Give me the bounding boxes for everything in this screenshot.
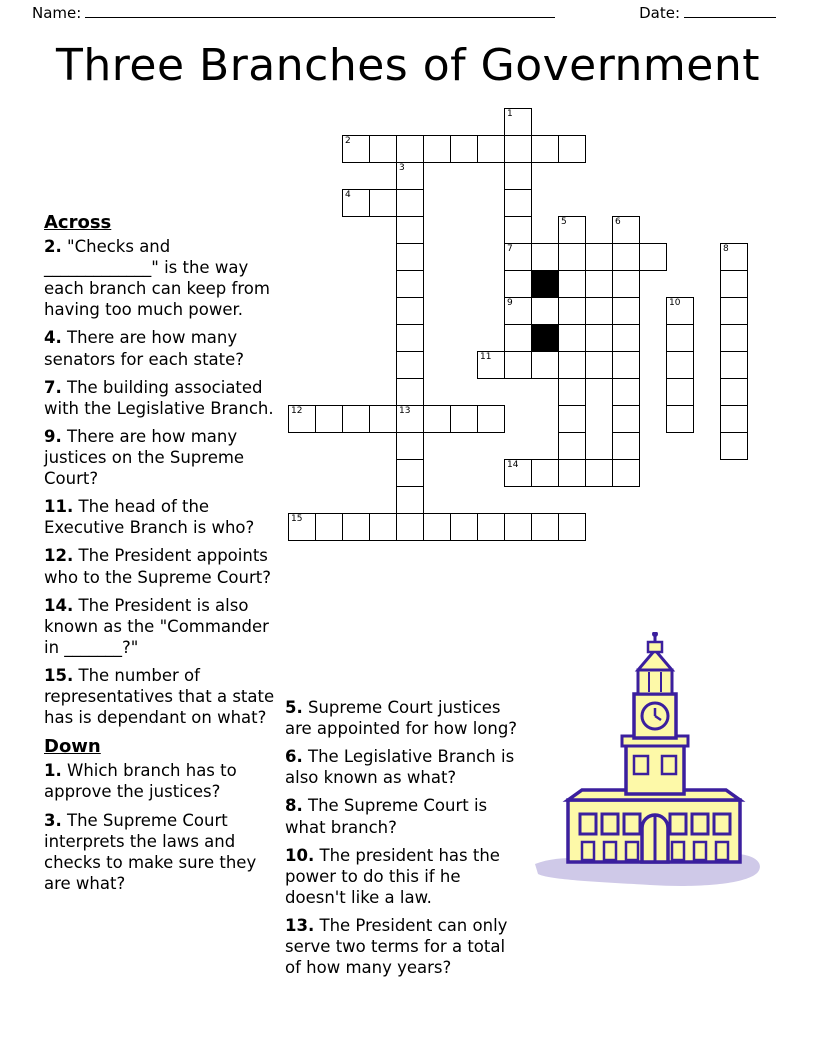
grid-cell-number: 3 bbox=[399, 163, 405, 173]
name-write-line[interactable] bbox=[85, 17, 555, 18]
grid-cell[interactable] bbox=[558, 216, 586, 244]
grid-cell[interactable] bbox=[504, 189, 532, 217]
clue-across-14 bbox=[44, 595, 280, 658]
grid-cell[interactable] bbox=[504, 297, 532, 325]
grid-cell-number: 14 bbox=[507, 460, 519, 470]
grid-cell[interactable] bbox=[342, 189, 370, 217]
grid-cell[interactable] bbox=[531, 513, 559, 541]
clue-text: The number of representatives that a state has is dependant on what? bbox=[44, 666, 275, 728]
grid-cell[interactable] bbox=[558, 297, 586, 325]
clue-number: 10. bbox=[285, 845, 315, 865]
grid-cell-blocked bbox=[531, 324, 559, 352]
grid-cell[interactable] bbox=[558, 513, 586, 541]
grid-cell[interactable] bbox=[585, 459, 613, 487]
clue-text: The President is also known as the "Commander in _______?" bbox=[44, 595, 269, 657]
grid-cell[interactable] bbox=[504, 459, 532, 487]
grid-cell[interactable] bbox=[396, 243, 424, 271]
grid-cell[interactable] bbox=[531, 243, 559, 271]
down-heading: Down bbox=[44, 736, 101, 758]
clue-down-1 bbox=[44, 760, 280, 802]
grid-cell-number: 5 bbox=[561, 217, 567, 227]
grid-cell[interactable] bbox=[288, 513, 316, 541]
grid-cell[interactable] bbox=[450, 513, 478, 541]
grid-cell[interactable] bbox=[666, 378, 694, 406]
grid-cell[interactable] bbox=[315, 513, 343, 541]
grid-cell[interactable] bbox=[720, 324, 748, 352]
clue-text: There are how many senators for each state? bbox=[44, 328, 245, 369]
grid-cell[interactable] bbox=[558, 432, 586, 460]
grid-cell[interactable] bbox=[612, 270, 640, 298]
grid-cell[interactable] bbox=[450, 135, 478, 163]
name-label: Name: bbox=[32, 4, 82, 22]
clue-text: "Checks and _____________" is the way each branch can keep from having too much power. bbox=[44, 237, 270, 320]
grid-cell[interactable] bbox=[612, 216, 640, 244]
grid-cell[interactable] bbox=[423, 513, 451, 541]
grid-cell[interactable] bbox=[558, 270, 586, 298]
grid-cell[interactable] bbox=[531, 135, 559, 163]
grid-cell-number: 10 bbox=[669, 298, 681, 308]
grid-cell[interactable] bbox=[558, 405, 586, 433]
grid-cell[interactable] bbox=[504, 351, 532, 379]
grid-cell[interactable] bbox=[315, 405, 343, 433]
grid-cell[interactable] bbox=[396, 459, 424, 487]
clue-text: The head of the Executive Branch is who? bbox=[44, 497, 255, 538]
grid-cell-number: 11 bbox=[480, 352, 492, 362]
clue-text: The president has the power to do this if he doesn't like a law. bbox=[285, 845, 500, 907]
grid-cell[interactable] bbox=[423, 135, 451, 163]
grid-cell[interactable] bbox=[477, 351, 505, 379]
clue-text: Which branch has to approve the justices? bbox=[44, 761, 237, 802]
grid-cell[interactable] bbox=[504, 324, 532, 352]
across-heading: Across bbox=[44, 212, 112, 233]
grid-cell-number: 2 bbox=[345, 136, 351, 146]
grid-cell[interactable] bbox=[504, 243, 532, 271]
grid-cell[interactable] bbox=[396, 189, 424, 217]
grid-cell[interactable] bbox=[558, 243, 586, 271]
grid-cell[interactable] bbox=[396, 378, 424, 406]
clue-down-10 bbox=[285, 845, 525, 908]
grid-cell[interactable] bbox=[504, 513, 532, 541]
grid-cell[interactable] bbox=[342, 513, 370, 541]
grid-cell[interactable] bbox=[369, 135, 397, 163]
clue-across-4 bbox=[44, 327, 280, 369]
grid-cell[interactable] bbox=[423, 405, 451, 433]
grid-cell-number: 4 bbox=[345, 190, 351, 200]
grid-cell-number: 7 bbox=[507, 244, 513, 254]
clue-number: 9. bbox=[44, 426, 62, 446]
clue-column-left bbox=[44, 211, 280, 901]
grid-cell[interactable] bbox=[666, 297, 694, 325]
grid-cell[interactable] bbox=[504, 135, 532, 163]
grid-cell[interactable] bbox=[612, 405, 640, 433]
clue-text: The President can only serve two terms for a total of how many years? bbox=[285, 915, 508, 978]
clue-number: 7. bbox=[44, 377, 62, 397]
clue-number: 2. bbox=[44, 237, 62, 257]
grid-cell[interactable] bbox=[531, 351, 559, 379]
grid-cell[interactable] bbox=[531, 459, 559, 487]
clue-down-5 bbox=[285, 697, 525, 739]
clue-across-12 bbox=[44, 545, 280, 587]
clue-number: 6. bbox=[285, 747, 303, 767]
clue-number: 3. bbox=[44, 810, 62, 830]
grid-cell[interactable] bbox=[558, 378, 586, 406]
grid-cell[interactable] bbox=[666, 405, 694, 433]
grid-cell[interactable] bbox=[666, 351, 694, 379]
grid-cell[interactable] bbox=[504, 162, 532, 190]
clue-number: 8. bbox=[285, 796, 303, 816]
header-name-date-line bbox=[0, 0, 816, 22]
grid-cell[interactable] bbox=[477, 513, 505, 541]
clue-text: The building associated with the Legislative Branch. bbox=[44, 377, 274, 418]
clue-number: 5. bbox=[285, 698, 303, 717]
grid-cell[interactable] bbox=[666, 324, 694, 352]
clue-across-2 bbox=[44, 236, 280, 320]
grid-cell[interactable] bbox=[720, 405, 748, 433]
grid-cell-number: 15 bbox=[291, 514, 303, 524]
clue-across-15 bbox=[44, 665, 280, 728]
clue-column-middle bbox=[285, 697, 525, 985]
grid-cell[interactable] bbox=[720, 432, 748, 460]
grid-cell[interactable] bbox=[558, 135, 586, 163]
grid-cell[interactable] bbox=[396, 351, 424, 379]
date-write-line[interactable] bbox=[684, 17, 776, 18]
grid-cell-number: 6 bbox=[615, 217, 621, 227]
clue-text: The Supreme Court is what branch? bbox=[285, 796, 488, 837]
grid-cell[interactable] bbox=[585, 243, 613, 271]
grid-cell[interactable] bbox=[396, 270, 424, 298]
grid-cell-blocked bbox=[531, 270, 559, 298]
grid-cell[interactable] bbox=[720, 351, 748, 379]
grid-cell-number: 1 bbox=[507, 109, 513, 119]
date-field-group bbox=[639, 4, 776, 22]
clue-number: 15. bbox=[44, 666, 74, 685]
clue-number: 4. bbox=[44, 328, 62, 348]
grid-cell[interactable] bbox=[342, 135, 370, 163]
grid-cell[interactable] bbox=[585, 297, 613, 325]
grid-cell[interactable] bbox=[369, 513, 397, 541]
grid-cell[interactable] bbox=[612, 432, 640, 460]
grid-cell[interactable] bbox=[396, 486, 424, 514]
grid-cell[interactable] bbox=[558, 351, 586, 379]
grid-cell[interactable] bbox=[612, 459, 640, 487]
grid-cell[interactable] bbox=[396, 297, 424, 325]
grid-cell[interactable] bbox=[369, 405, 397, 433]
clue-down-13 bbox=[285, 915, 525, 978]
page-title: Three Branches of Government bbox=[56, 40, 760, 91]
clue-across-7 bbox=[44, 377, 280, 419]
grid-cell[interactable] bbox=[612, 243, 640, 271]
grid-cell[interactable] bbox=[639, 243, 667, 271]
clue-text: Supreme Court justices are appointed for how long? bbox=[285, 698, 518, 739]
grid-cell[interactable] bbox=[720, 378, 748, 406]
clue-across-9 bbox=[44, 426, 280, 489]
grid-cell[interactable] bbox=[396, 216, 424, 244]
grid-cell[interactable] bbox=[612, 378, 640, 406]
grid-cell[interactable] bbox=[396, 324, 424, 352]
grid-cell[interactable] bbox=[612, 297, 640, 325]
grid-cell-number: 12 bbox=[291, 406, 303, 416]
grid-cell[interactable] bbox=[396, 432, 424, 460]
clue-down-3 bbox=[44, 810, 280, 894]
grid-cell[interactable] bbox=[396, 135, 424, 163]
clue-text: The Legislative Branch is also known as what? bbox=[285, 747, 515, 788]
clue-number: 1. bbox=[44, 761, 62, 781]
name-field-group bbox=[32, 4, 555, 22]
clue-number: 12. bbox=[44, 546, 74, 566]
grid-cell[interactable] bbox=[396, 513, 424, 541]
grid-cell[interactable] bbox=[477, 135, 505, 163]
grid-cell[interactable] bbox=[396, 162, 424, 190]
clue-down-8 bbox=[285, 795, 525, 837]
grid-cell[interactable] bbox=[504, 216, 532, 244]
grid-cell[interactable] bbox=[504, 270, 532, 298]
clue-text: There are how many justices on the Supreme Court? bbox=[44, 426, 245, 489]
grid-cell[interactable] bbox=[720, 270, 748, 298]
grid-cell-number: 8 bbox=[723, 244, 729, 254]
grid-cell[interactable] bbox=[342, 405, 370, 433]
grid-cell-number: 9 bbox=[507, 298, 513, 308]
grid-cell[interactable] bbox=[288, 405, 316, 433]
grid-cell[interactable] bbox=[558, 324, 586, 352]
grid-cell[interactable] bbox=[720, 297, 748, 325]
grid-cell[interactable] bbox=[585, 351, 613, 379]
grid-cell[interactable] bbox=[396, 405, 424, 433]
independence-hall-illustration bbox=[530, 632, 780, 907]
grid-cell[interactable] bbox=[450, 405, 478, 433]
grid-cell[interactable] bbox=[612, 351, 640, 379]
clue-across-11 bbox=[44, 496, 280, 538]
clue-text: The Supreme Court interprets the laws and checks to make sure they are what? bbox=[44, 810, 257, 893]
clue-number: 14. bbox=[44, 595, 74, 615]
clue-number: 11. bbox=[44, 497, 74, 517]
clue-text: The President appoints who to the Supreme Court? bbox=[44, 546, 271, 587]
grid-cell-number: 13 bbox=[399, 406, 411, 416]
grid-cell[interactable] bbox=[720, 243, 748, 271]
grid-cell[interactable] bbox=[477, 405, 505, 433]
grid-cell[interactable] bbox=[558, 459, 586, 487]
grid-cell[interactable] bbox=[531, 297, 559, 325]
grid-cell[interactable] bbox=[612, 324, 640, 352]
grid-cell[interactable] bbox=[369, 189, 397, 217]
clue-number: 13. bbox=[285, 915, 315, 935]
grid-cell[interactable] bbox=[504, 108, 532, 136]
date-label: Date: bbox=[639, 4, 680, 22]
clue-down-6 bbox=[285, 746, 525, 788]
